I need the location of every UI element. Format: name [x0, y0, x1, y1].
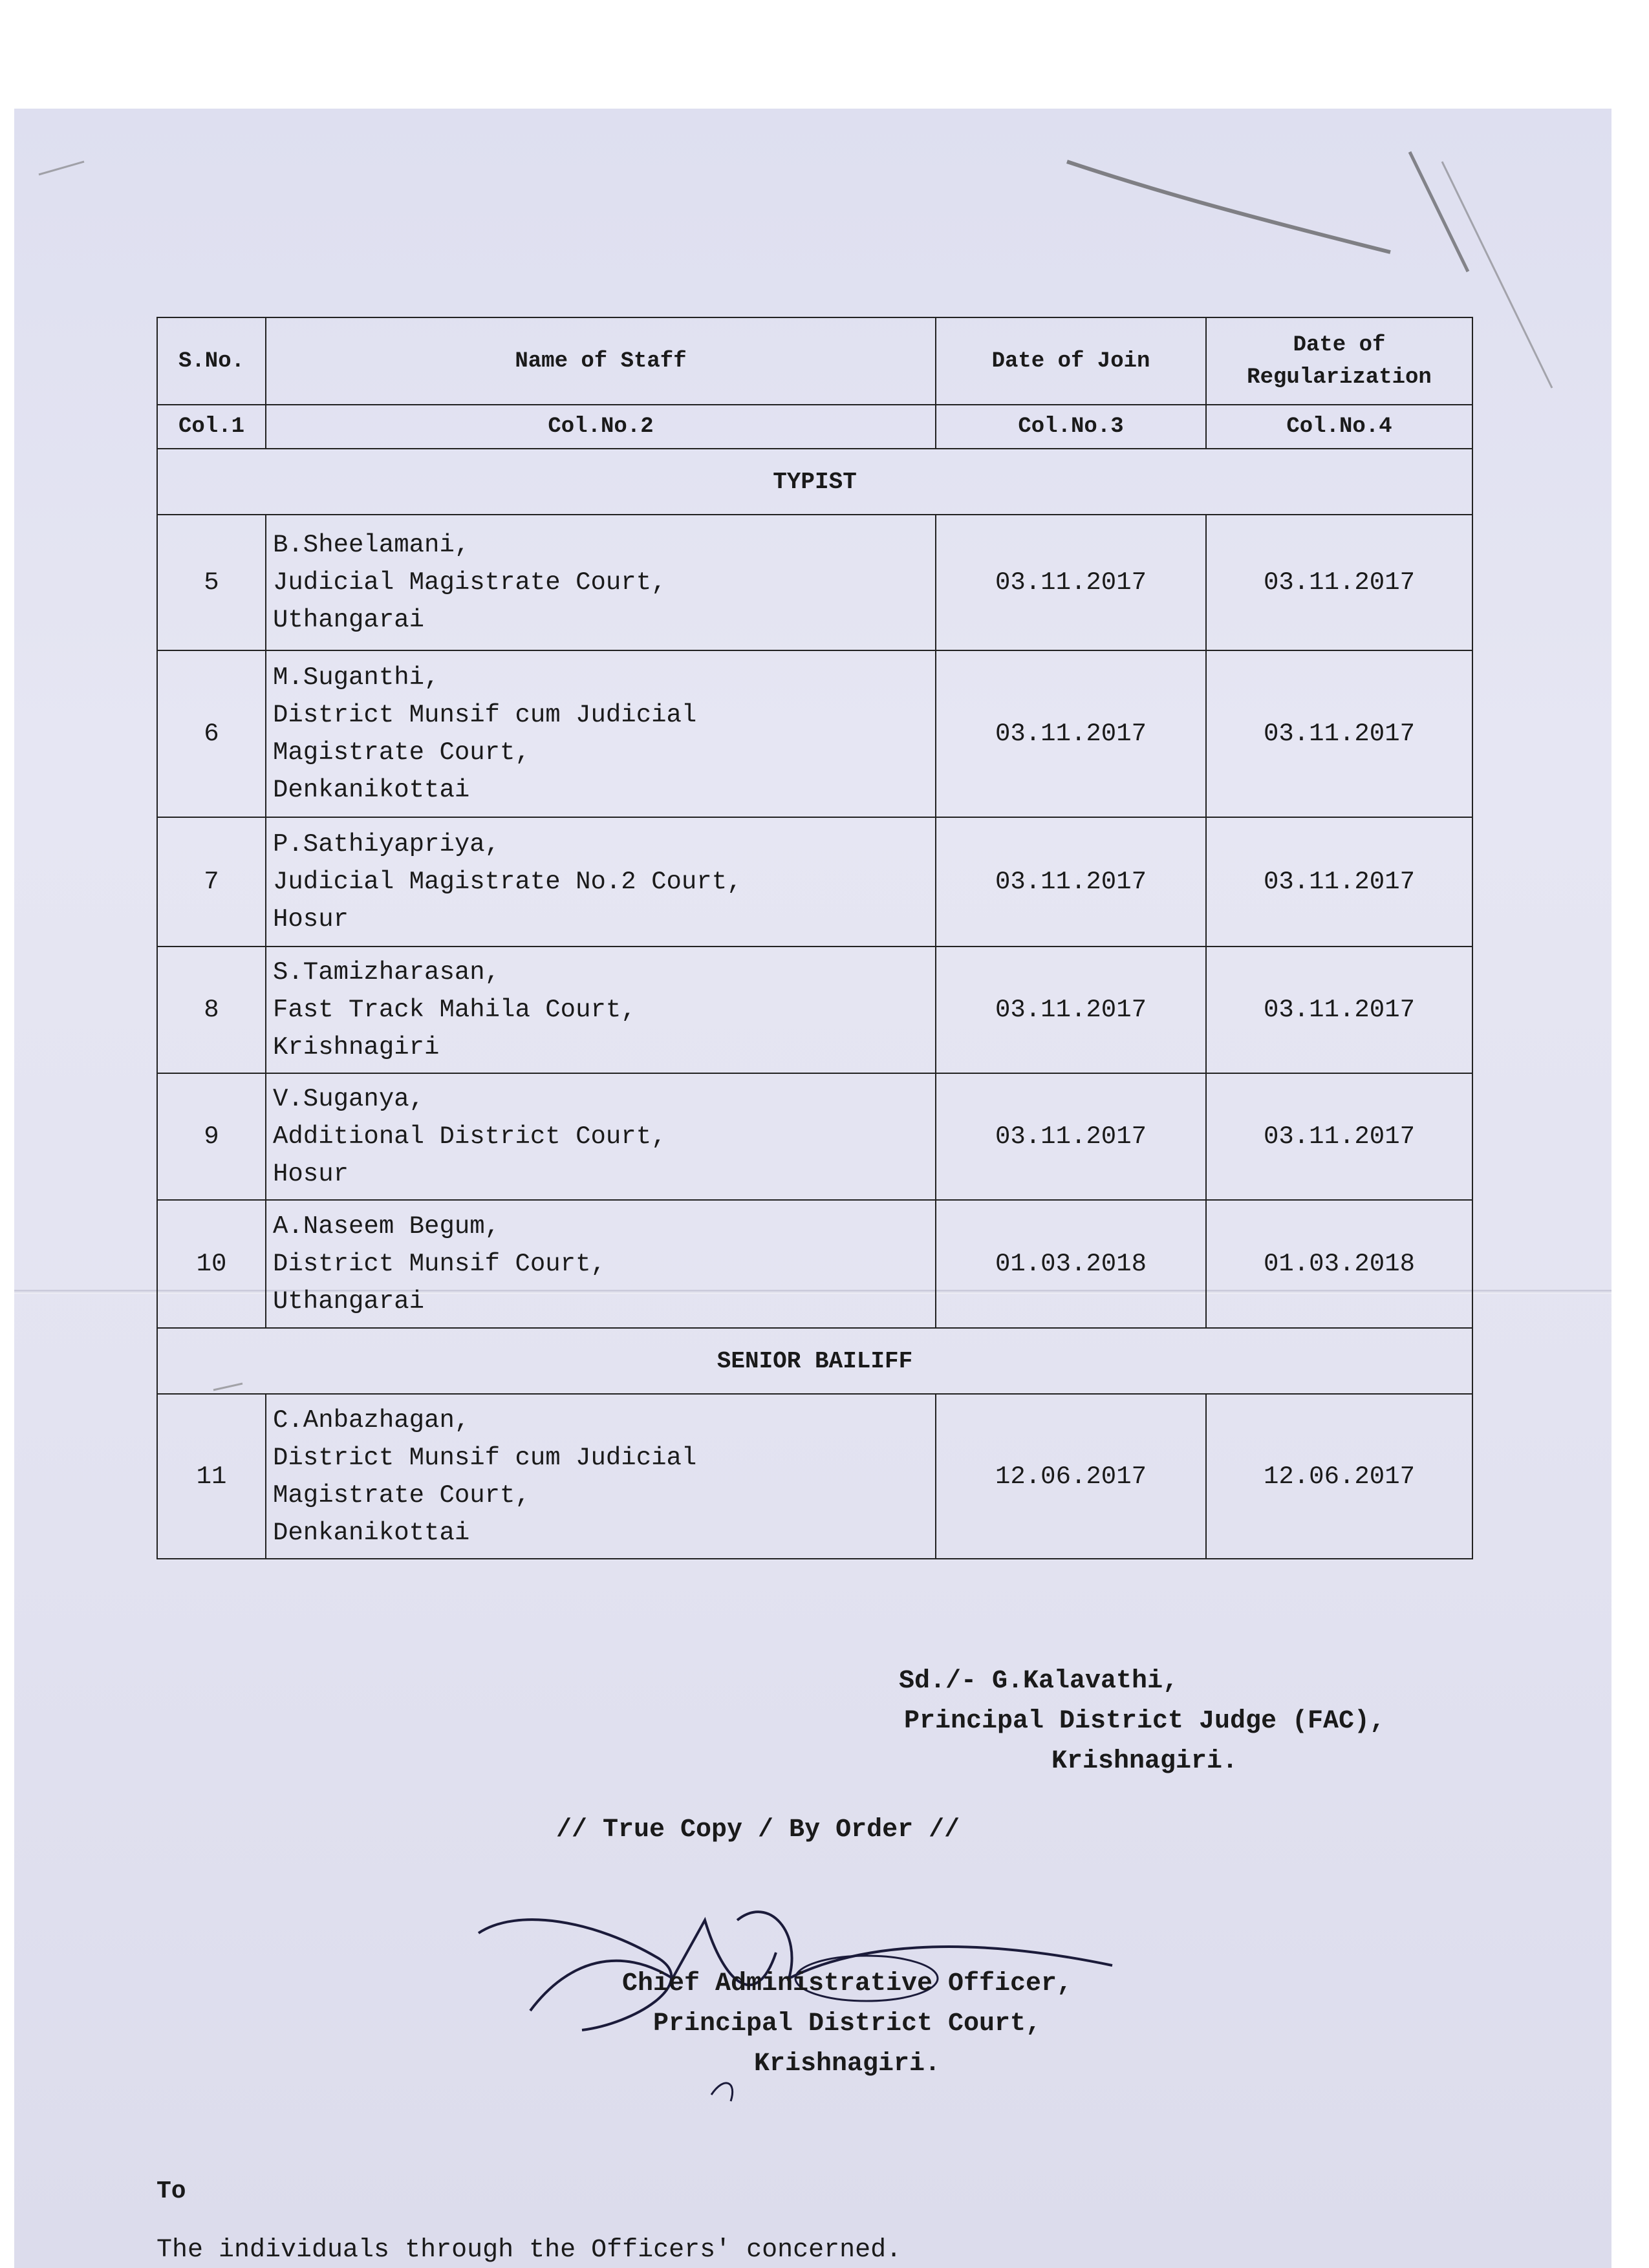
- staff-court: Magistrate Court,: [273, 738, 530, 767]
- date-of-join: 03.11.2017: [936, 817, 1206, 947]
- staff-place: Hosur: [273, 905, 349, 934]
- col-number: Col.No.4: [1206, 405, 1472, 449]
- serial-number: 10: [157, 1200, 266, 1328]
- serial-number: 11: [157, 1394, 266, 1559]
- officer-place: Krishnagiri.: [753, 2049, 941, 2079]
- staff-name: S.Tamizharasan,: [273, 958, 501, 987]
- table-row: [157, 1200, 1472, 1328]
- staff-court: Additional District Court,: [273, 1122, 667, 1151]
- staff-name-cell: [266, 817, 936, 947]
- staff-regularization-table: [156, 317, 1473, 1559]
- staff-name-cell: [266, 947, 936, 1073]
- serial-number: 8: [157, 947, 266, 1073]
- date-of-join: 03.11.2017: [936, 515, 1206, 650]
- col-number: Col.No.3: [936, 405, 1206, 449]
- staff-name-cell: [266, 1073, 936, 1200]
- staff-name-cell: [266, 1200, 936, 1328]
- staff-court: District Munsif cum Judicial: [273, 701, 697, 729]
- date-of-regularization: 12.06.2017: [1206, 1394, 1472, 1559]
- section-header-senior-bailiff: [157, 1328, 1472, 1394]
- table-row: [157, 1394, 1472, 1559]
- section-header-typist: [157, 449, 1472, 515]
- serial-number: 6: [157, 650, 266, 817]
- date-of-regularization: 03.11.2017: [1206, 1073, 1472, 1200]
- staff-place: Hosur: [273, 1160, 349, 1188]
- header-sno: S.No.: [157, 317, 266, 405]
- to-label: To: [156, 2177, 186, 2205]
- date-of-regularization: 03.11.2017: [1206, 947, 1472, 1073]
- header-row: [157, 317, 1472, 405]
- officer-title: Chief Administrative Officer,: [621, 1969, 1073, 1998]
- staff-place: Uthangarai: [273, 1287, 425, 1316]
- staff-name: C.Anbazhagan,: [273, 1406, 470, 1435]
- signatory-title: Principal District Judge (FAC),: [903, 1707, 1386, 1736]
- staff-court: Judicial Magistrate No.2 Court,: [273, 868, 742, 896]
- true-copy-line: // True Copy / By Order //: [556, 1815, 960, 1845]
- date-of-join: 12.06.2017: [936, 1394, 1206, 1559]
- date-of-regularization: 01.03.2018: [1206, 1200, 1472, 1328]
- staff-name-cell: [266, 650, 936, 817]
- serial-number: 9: [157, 1073, 266, 1200]
- signatory-name: Sd./- G.Kalavathi,: [899, 1667, 1179, 1696]
- table-row: [157, 947, 1472, 1073]
- date-of-join: 03.11.2017: [936, 947, 1206, 1073]
- staff-court: District Munsif Court,: [273, 1250, 606, 1278]
- header-date-regularization: Date of Regularization: [1206, 317, 1472, 405]
- serial-number: 7: [157, 817, 266, 947]
- recipients-line: The individuals through the Officers' concerned.: [156, 2236, 902, 2265]
- staff-place: Denkanikottai: [273, 776, 470, 804]
- col-number: Col.No.2: [266, 405, 936, 449]
- staff-place: Uthangarai: [273, 606, 425, 634]
- column-number-row: [157, 405, 1472, 449]
- staff-court: District Munsif cum Judicial: [273, 1443, 697, 1472]
- section-title: SENIOR BAILIFF: [157, 1328, 1472, 1394]
- date-of-join: 03.11.2017: [936, 650, 1206, 817]
- staff-place: Krishnagiri: [273, 1033, 440, 1062]
- staff-court: Magistrate Court,: [273, 1481, 530, 1510]
- staff-name: P.Sathiyapriya,: [273, 830, 501, 859]
- officer-block: [491, 1964, 1203, 2084]
- officer-court: Principal District Court,: [652, 2009, 1042, 2038]
- staff-court: Judicial Magistrate Court,: [273, 568, 667, 597]
- signatory-place: Krishnagiri.: [1051, 1747, 1238, 1776]
- header-date-join: Date of Join: [936, 317, 1206, 405]
- staff-name-cell: [266, 515, 936, 650]
- staff-name: A.Naseem Begum,: [273, 1212, 501, 1241]
- staff-court: Fast Track Mahila Court,: [273, 996, 636, 1024]
- staff-name: M.Suganthi,: [273, 663, 440, 692]
- section-title: TYPIST: [157, 449, 1472, 515]
- table-row: [157, 650, 1472, 817]
- staff-name: B.Sheelamani,: [273, 531, 470, 559]
- staff-place: Denkanikottai: [273, 1518, 470, 1547]
- header-name: Name of Staff: [266, 317, 936, 405]
- table-row: [157, 817, 1472, 947]
- staff-name-cell: [266, 1394, 936, 1559]
- date-of-regularization: 03.11.2017: [1206, 817, 1472, 947]
- table-row: [157, 515, 1472, 650]
- table-row: [157, 1073, 1472, 1200]
- date-of-join: 01.03.2018: [936, 1200, 1206, 1328]
- date-of-regularization: 03.11.2017: [1206, 515, 1472, 650]
- serial-number: 5: [157, 515, 266, 650]
- col-number: Col.1: [157, 405, 266, 449]
- staff-name: V.Suganya,: [273, 1085, 425, 1113]
- date-of-join: 03.11.2017: [936, 1073, 1206, 1200]
- date-of-regularization: 03.11.2017: [1206, 650, 1472, 817]
- signatory-block: [821, 1662, 1468, 1782]
